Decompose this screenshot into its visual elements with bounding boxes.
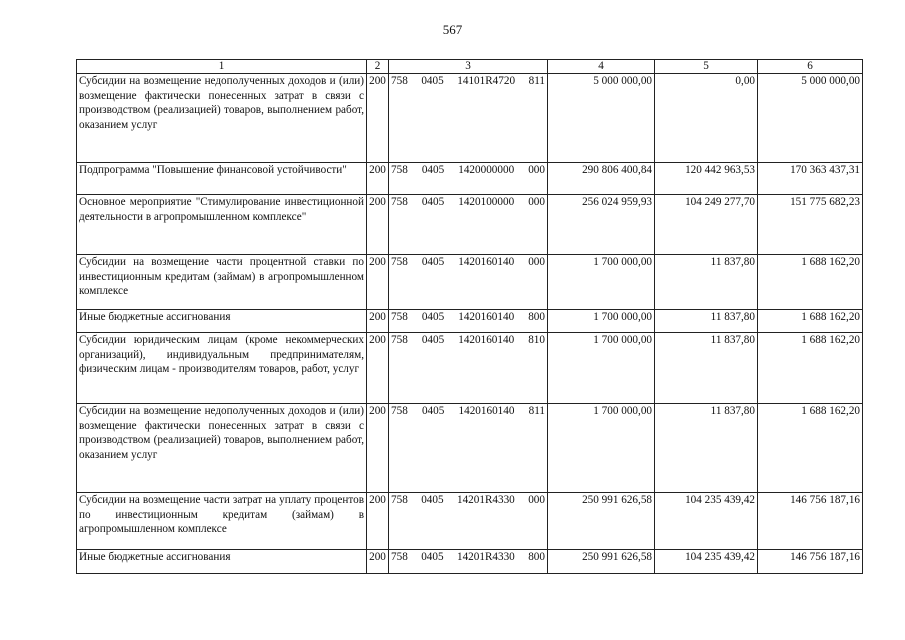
row-col5: 120 442 963,53: [655, 163, 758, 195]
code-section: 0405: [421, 75, 444, 87]
code-target: 14201R4330: [456, 551, 515, 563]
page-number: 567: [442, 22, 463, 37]
row-col4: 5 000 000,00: [548, 74, 655, 163]
row-col4: 1 700 000,00: [548, 404, 655, 493]
row-code: [389, 310, 548, 333]
header-col-2: 2: [367, 60, 389, 74]
row-col5: 11 837,80: [655, 310, 758, 333]
row-col5: 11 837,80: [655, 404, 758, 493]
code-type: 811: [528, 405, 545, 417]
code-target: 14101R4720: [457, 75, 516, 87]
code-ministry: 758: [391, 311, 408, 323]
code-section: 0405: [421, 405, 445, 417]
code-type: 810: [528, 334, 545, 346]
row-col4: 1 700 000,00: [548, 310, 655, 333]
row-col5: 11 837,80: [655, 255, 758, 310]
code-type: 000: [528, 164, 545, 176]
row-col5: 11 837,80: [655, 333, 758, 404]
table-row: [77, 310, 863, 333]
row-col4: 290 806 400,84: [548, 163, 655, 195]
row-ppp: 200: [367, 404, 389, 493]
code-ministry: 758: [391, 256, 408, 268]
row-col6: 1 688 162,20: [758, 255, 863, 310]
code-ministry: 758: [391, 551, 408, 563]
row-ppp: 200: [367, 255, 389, 310]
table-row: [77, 255, 863, 310]
code-ministry: 758: [391, 334, 408, 346]
row-code: [389, 163, 548, 195]
code-target: 1420160140: [458, 256, 515, 268]
row-col6: 170 363 437,31: [758, 163, 863, 195]
row-col6: 1 688 162,20: [758, 333, 863, 404]
code-type: 000: [528, 256, 545, 268]
header-col-5: 5: [655, 60, 758, 74]
row-code: [389, 404, 548, 493]
row-col6: 5 000 000,00: [758, 74, 863, 163]
row-name: Субсидии на возмещение части процентной ставки по инвестиционным кредитам (займам) в агропромышленном комплексе: [77, 255, 367, 310]
row-ppp: 200: [367, 163, 389, 195]
row-name: Основное мероприятие "Стимулирование инвестиционной деятельности в агропромышленном комплексе": [77, 195, 367, 255]
code-section: 0405: [421, 196, 445, 208]
table-row: [77, 74, 863, 163]
row-col4: 256 024 959,93: [548, 195, 655, 255]
row-col6: 146 756 187,16: [758, 550, 863, 574]
code-target: 14201R4330: [456, 494, 515, 506]
code-section: 0405: [421, 334, 445, 346]
row-code: [389, 74, 548, 163]
row-col5: 104 235 439,42: [655, 493, 758, 550]
code-type: 800: [528, 311, 545, 323]
code-section: 0405: [421, 311, 445, 323]
row-col6: 1 688 162,20: [758, 404, 863, 493]
code-ministry: 758: [391, 494, 408, 506]
table-header-row: [77, 60, 863, 74]
table-row: [77, 404, 863, 493]
row-ppp: 200: [367, 333, 389, 404]
code-type: 000: [528, 196, 545, 208]
row-code: [389, 493, 548, 550]
table-row: [77, 493, 863, 550]
code-target: 1420160140: [458, 405, 515, 417]
row-col6: 151 775 682,23: [758, 195, 863, 255]
row-col4: 250 991 626,58: [548, 493, 655, 550]
row-ppp: 200: [367, 195, 389, 255]
row-col6: 1 688 162,20: [758, 310, 863, 333]
code-ministry: 758: [391, 405, 408, 417]
row-col5: 0,00: [655, 74, 758, 163]
row-col5: 104 249 277,70: [655, 195, 758, 255]
row-name: Иные бюджетные ассигнования: [77, 550, 367, 574]
row-name: Субсидии юридическим лицам (кроме некоммерческих организаций), индивидуальным предпринимателям, физическим лицам - производителям товаров, работ, услуг: [77, 333, 367, 404]
table-row: [77, 333, 863, 404]
row-ppp: 200: [367, 550, 389, 574]
row-code: [389, 550, 548, 574]
row-code: [389, 195, 548, 255]
header-col-4: 4: [548, 60, 655, 74]
row-col5: 104 235 439,42: [655, 550, 758, 574]
code-ministry: 758: [391, 196, 408, 208]
header-col-1: 1: [77, 60, 367, 74]
row-name: Подпрограмма "Повышение финансовой устойчивости": [77, 163, 367, 195]
table-row: [77, 550, 863, 574]
code-ministry: 758: [391, 75, 408, 87]
row-name: Субсидии на возмещение части затрат на уплату процентов по инвестиционным кредитам (займам) в агропромышленном комплексе: [77, 493, 367, 550]
row-code: [389, 255, 548, 310]
code-target: 1420160140: [458, 311, 515, 323]
code-section: 0405: [421, 164, 445, 176]
code-ministry: 758: [391, 164, 408, 176]
code-target: 1420160140: [458, 334, 515, 346]
code-type: 811: [528, 75, 545, 87]
row-code: [389, 333, 548, 404]
row-ppp: 200: [367, 310, 389, 333]
row-col4: 1 700 000,00: [548, 255, 655, 310]
code-type: 000: [528, 494, 545, 506]
row-name: Субсидии на возмещение недополученных доходов и (или) возмещение фактически понесенных затрат в связи с производством (реализацией) товаров, выполнением работ, оказанием услуг: [77, 404, 367, 493]
row-col4: 1 700 000,00: [548, 333, 655, 404]
header-col-6: 6: [758, 60, 863, 74]
code-target: 1420000000: [458, 164, 515, 176]
code-target: 1420100000: [458, 196, 515, 208]
code-type: 800: [528, 551, 545, 563]
row-name: Субсидии на возмещение недополученных доходов и (или) возмещение фактически понесенных затрат в связи с производством (реализацией) товаров, выполнением работ, оказанием услуг: [77, 74, 367, 163]
table-row: [77, 195, 863, 255]
code-section: 0405: [421, 551, 444, 563]
header-col-3: 3: [389, 60, 548, 74]
row-ppp: 200: [367, 74, 389, 163]
table-row: [77, 163, 863, 195]
code-section: 0405: [421, 494, 444, 506]
row-name: Иные бюджетные ассигнования: [77, 310, 367, 333]
budget-table: [76, 59, 863, 574]
row-col6: 146 756 187,16: [758, 493, 863, 550]
row-col4: 250 991 626,58: [548, 550, 655, 574]
row-ppp: 200: [367, 493, 389, 550]
code-section: 0405: [421, 256, 445, 268]
